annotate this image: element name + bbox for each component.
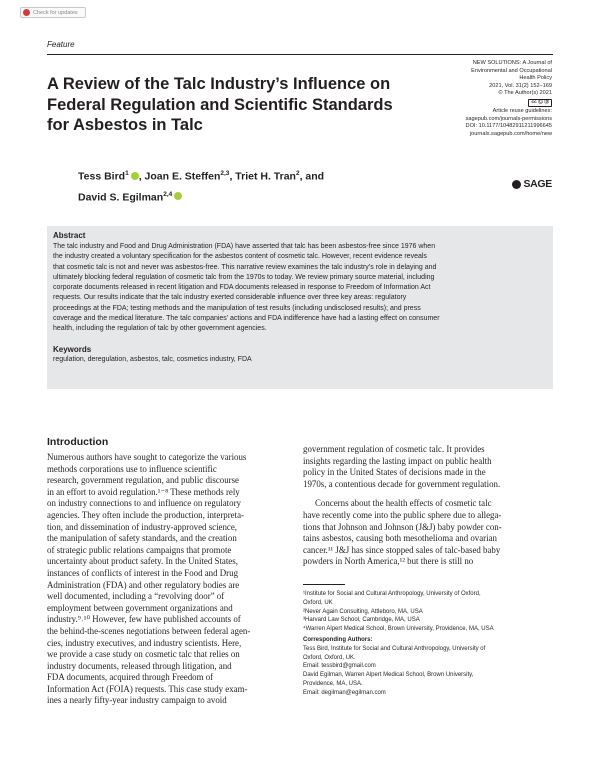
abstract-line: that cosmetic talc is not and never was asbestos-free. This narrative review examines the talc industry’s role in delaying and bbox=[53, 263, 437, 271]
abstract-line: proceedings at the FDA; testing methods and the manipulation of test results (including undisclosed results); and press bbox=[53, 304, 421, 312]
affiliation-sup: 2,4 bbox=[163, 190, 173, 198]
permissions-link[interactable]: sagepub.com/journals-permissions bbox=[465, 115, 552, 122]
body-line: we provide a case study on cosmetic talc that relies on bbox=[47, 649, 240, 660]
abstract-line: requests. Our results indicate that the talc industry exerted considerable influence over three key areas: regulatory bbox=[53, 294, 407, 302]
body-line: have recently come into the public sphere due to allega- bbox=[303, 509, 502, 520]
body-line: 1970s, a contentious decade for government regulation. bbox=[303, 478, 501, 489]
update-icon bbox=[23, 9, 30, 16]
article-title bbox=[47, 74, 417, 136]
email-link[interactable]: Email: tessbird@gmail.com bbox=[303, 663, 376, 670]
body-line: Information Act (FOIA) requests. This case study exam- bbox=[47, 683, 248, 694]
abstract-line: health, including the regulation of talc by other government agencies. bbox=[53, 325, 267, 333]
body-line: research, government regulation, and public discourse bbox=[47, 475, 239, 486]
corresponding-line: David Egilman, Warren Alpert Medical School, Brown University, bbox=[303, 672, 474, 679]
journal-name-line: Health Policy bbox=[519, 75, 552, 81]
body-line: Administration (FDA) and other regulatory bodies are bbox=[47, 579, 240, 590]
title-line: Federal Regulation and Scientific Standards bbox=[47, 95, 393, 114]
cc-by-license-icon[interactable]: cc Ⓒ Ⓓ bbox=[528, 99, 552, 107]
sage-logo-icon bbox=[512, 180, 521, 189]
body-line: ines a nearly fifty-year industry campaign to avoid bbox=[47, 695, 227, 706]
body-line: insights regarding the lasting impact on public health bbox=[303, 455, 492, 466]
title-line: A Review of the Talc Industry’s Influence on bbox=[47, 75, 391, 93]
affiliation-sup: 1 bbox=[125, 170, 129, 177]
body-line: in an effort to avoid regulation.¹⁻⁸ These methods rely bbox=[47, 486, 240, 497]
publication-info bbox=[422, 60, 552, 138]
author-name: Tess Bird bbox=[78, 170, 126, 183]
author-list bbox=[78, 165, 324, 206]
affiliation-sup: 2 bbox=[295, 170, 300, 177]
author-name: , Joan E. Steffen bbox=[138, 170, 221, 183]
abstract-line: The talc industry and Food and Drug Administration (FDA) have asserted that talc has been asbestos-free since 1976 when bbox=[53, 243, 436, 250]
body-line: of strategic public relations campaigns that promote bbox=[47, 544, 232, 555]
body-line: well documented, including a “revolving door” of bbox=[47, 591, 225, 602]
keywords-text: regulation, deregulation, asbestos, talc, cosmetics industry, FDA bbox=[53, 355, 252, 363]
body-line: cancer.¹¹ J&J has since stopped sales of talc-based baby bbox=[303, 544, 501, 555]
body-line: the behind-the-scenes negotiations between federal agen- bbox=[47, 625, 251, 636]
orcid-icon[interactable] bbox=[131, 172, 139, 180]
body-line: tains asbestos, causing both mesothelioma and ovarian bbox=[303, 533, 497, 544]
corresponding-line: Oxford, Oxford, UK. bbox=[303, 654, 356, 661]
body-line: tions that Johnson and Johnson (J&J) baby powder con- bbox=[303, 521, 502, 532]
body-line: government regulation of cosmetic talc. It provides bbox=[303, 444, 485, 454]
corresponding-line: Tess Bird, Institute for Social and Cultural Anthropology, University of bbox=[303, 645, 486, 652]
body-line: powders in North America,¹² but there is still no bbox=[303, 556, 474, 567]
doi-link[interactable]: DOI: 10.1177/10482911211996645 bbox=[465, 123, 552, 130]
author-name: , Triet H. Tran bbox=[229, 170, 296, 183]
orcid-icon[interactable] bbox=[174, 192, 182, 200]
body-line: uncertainty about product safety. In the United States, bbox=[47, 556, 238, 567]
abstract-line: corporate documents released in recent litigation and FDA documents released in response to Freedom of Information Act bbox=[53, 284, 431, 292]
publisher-name: SAGE bbox=[523, 178, 552, 190]
title-line: for Asbestos in Talc bbox=[47, 116, 203, 134]
body-line: the manipulation of safety standards, and the creation bbox=[47, 533, 237, 544]
body-line: Concerns about the health effects of cosmetic talc bbox=[315, 498, 492, 509]
affiliation-line: ²Never Again Consulting, Attleboro, MA, USA bbox=[303, 608, 423, 615]
body-line: employment between government organizations and bbox=[47, 602, 233, 613]
journal-name-line: Environmental and Occupational bbox=[471, 67, 552, 74]
affiliation-line: Oxford, UK bbox=[303, 599, 333, 606]
affiliation-line: ¹Institute for Social and Cultural Anthropology, University of Oxford, bbox=[303, 591, 481, 597]
body-line: instances of conflicts of interest in the Food and Drug bbox=[47, 567, 239, 578]
abstract-heading: Abstract bbox=[53, 231, 86, 240]
body-column-left bbox=[47, 452, 287, 707]
journal-name-line: NEW SOLUTIONS: A Journal of bbox=[472, 60, 552, 66]
author-separator: , and bbox=[299, 170, 325, 183]
copyright: © The Author(s) 2021 bbox=[498, 90, 552, 96]
sage-logo bbox=[512, 178, 552, 190]
check-for-updates-badge[interactable] bbox=[20, 7, 86, 18]
corresponding-heading: Corresponding Authors: bbox=[303, 636, 373, 643]
affiliation-sup: 2,3 bbox=[220, 170, 230, 177]
badge-label: Check for updates bbox=[33, 9, 78, 16]
reuse-guidelines-label: Article reuse guidelines: bbox=[492, 108, 552, 115]
body-line: FDA documents, acquired through Freedom of bbox=[47, 672, 214, 683]
affiliation-line: ³Harvard Law School, Cambridge, MA, USA bbox=[303, 617, 420, 624]
section-label: Feature bbox=[47, 40, 75, 49]
abstract-line: ultimately blocking federal regulation of cosmetic talc from the 1970s to today. We review primary source material, including bbox=[53, 273, 435, 281]
header-divider bbox=[47, 54, 553, 55]
abstract-text bbox=[53, 242, 547, 335]
abstract-box bbox=[47, 226, 553, 389]
author-name: David S. Egilman bbox=[78, 191, 164, 203]
body-line: policy in the United States of decisions made in the bbox=[303, 467, 486, 478]
body-line: on industry connections to and influence on regulatory bbox=[47, 498, 241, 509]
body-line: agencies. They often include the production, interpreta- bbox=[47, 509, 244, 520]
body-line: methods corporations use to influence scientific bbox=[47, 463, 217, 474]
abstract-line: coverage and the medical literature. The talc companies’ actions and FDA indifference have had a lasting effect on consumer bbox=[53, 315, 440, 323]
body-line: Numerous authors have sought to categorize the various bbox=[47, 452, 247, 462]
body-column-right bbox=[303, 444, 553, 568]
introduction-heading: Introduction bbox=[47, 436, 109, 448]
body-line: industry documents, released through litigation, and bbox=[47, 660, 232, 671]
abstract-line: the industry created a voluntary specification for the asbestos content of cosmetic talc. However, recent evidence reveals bbox=[53, 253, 427, 261]
journal-home-link[interactable]: journals.sagepub.com/home/new bbox=[469, 130, 552, 137]
body-line: industry.⁹˒¹⁰ However, few have published accounts of bbox=[47, 614, 241, 625]
keywords-heading: Keywords bbox=[53, 344, 92, 354]
author-footnotes bbox=[303, 590, 555, 698]
affiliation-line: ⁴Warren Alpert Medical School, Brown University, Providence, MA, USA bbox=[303, 626, 494, 633]
volume-info: 2021, Vol. 31(2) 152–169 bbox=[489, 82, 552, 89]
body-line: tion, and dissemination of industry-approved science, bbox=[47, 521, 238, 532]
email-link[interactable]: Email: degilman@egilman.com bbox=[303, 689, 386, 696]
footnote-divider bbox=[303, 584, 345, 585]
corresponding-line: Providence, MA, USA. bbox=[303, 680, 363, 687]
body-line: cies, industry executives, and industry scientists. Here, bbox=[47, 637, 242, 648]
